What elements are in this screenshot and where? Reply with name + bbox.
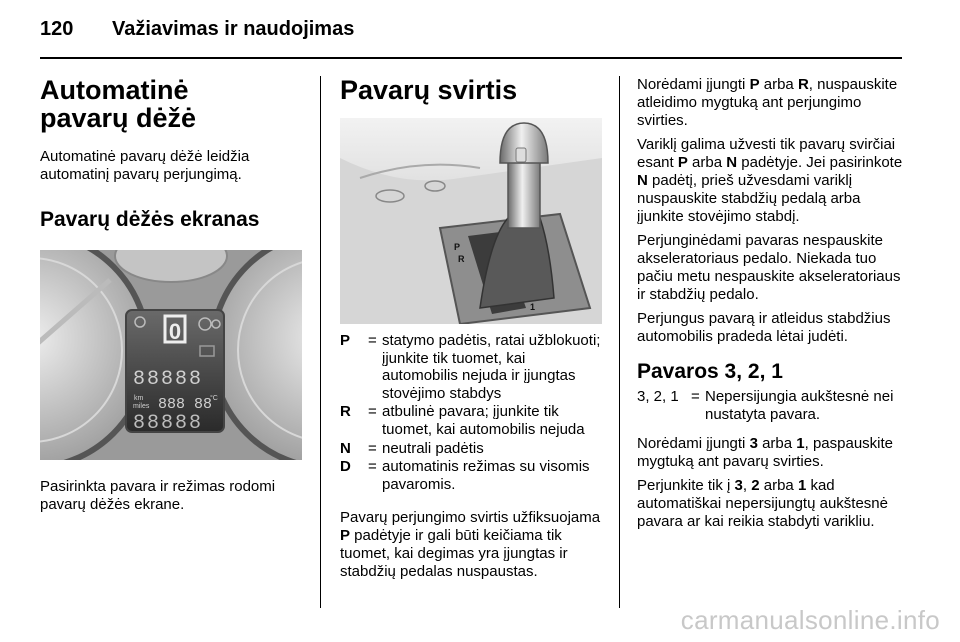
paragraph-engine-braking (637, 477, 903, 531)
bold-run: 3 (734, 477, 743, 495)
section-title: Automatinė pavarų dėžė (40, 75, 197, 133)
bold-run: P (677, 154, 688, 171)
text-run: Pavarų perjungimo svirtis užfiksuojama (340, 509, 601, 527)
section-title-lever: Pavarų svirtis (340, 75, 518, 105)
lever-lock-paragraph (340, 509, 605, 581)
subsection-title-gears: Pavaros 3, 2, 1 (637, 360, 783, 383)
text-run: Perjunkite tik į (637, 477, 735, 495)
text-run: arba (759, 477, 798, 495)
figure-caption: Pasirinkta pavara ir režimas rodomi pavarų dėžės ekrane. (40, 478, 276, 513)
lcd-unit-temp: °C (210, 395, 218, 402)
column-3 (637, 76, 903, 537)
instrument-cluster-illustration (40, 250, 302, 460)
watermark: carmanualsonline.info (680, 605, 940, 635)
definition-row (340, 458, 605, 493)
definition-row (340, 332, 605, 402)
text-run: , (742, 477, 752, 495)
gear-lever-figure (340, 118, 602, 324)
bold-run: 1 (796, 435, 805, 453)
column-divider-2 (619, 76, 620, 608)
lcd-row-1: 88888 (133, 368, 204, 391)
bold-run: N (637, 172, 648, 189)
text-run: , paspauskite mygtuką ant pavarų svirties. (637, 435, 893, 471)
lcd-unit-miles: miles (133, 403, 150, 410)
gear-lever-illustration (340, 118, 602, 324)
definition-term: D (340, 458, 351, 476)
text-run: kad automatiškai nepersijungtų aukštesnė pavara ar kai reikia stabdyti varikliu. (637, 477, 888, 531)
definition-term: R (340, 403, 351, 421)
gate-letter-r: R (458, 254, 465, 264)
column-1 (40, 76, 308, 514)
bold-run: P (749, 76, 760, 93)
definition-description: Nepersijungia aukštesnė nei nustatyta pavara. (705, 388, 894, 423)
paragraph-accelerator: Perjunginėdami pavaras nespauskite akseleratoriaus pedalo. Niekada tuo pačiu metu nespauskite akseleratoriaus ir stabdžių pedalo. (637, 232, 901, 303)
definition-equals: = (368, 403, 377, 421)
bold-run: 3 (749, 435, 758, 453)
definition-description: statymo padėtis, ratai užblokuoti; įjunkite tik tuomet, kai automobilis nejuda ir įjungtas stovėjimo stabdys (382, 332, 601, 402)
gate-letter-1: 1 (530, 302, 536, 312)
definition-term: 3, 2, 1 (637, 388, 679, 405)
gear-positions-list (340, 332, 605, 493)
definition-description: atbulinė pavara; įjunkite tik tuomet, kai automobilis nejuda (382, 403, 585, 438)
text-run: Variklį galima užvesti tik pavarų svirčiai esant (637, 136, 896, 171)
definition-equals: = (368, 439, 377, 457)
paragraph-engage-p-r (637, 76, 903, 130)
text-run: , nuspauskite atleidimo mygtuką ant perjungimo svirties. (637, 76, 898, 129)
paragraph-engine-start (637, 136, 903, 226)
subsection-title: Pavarų dėžės ekranas (40, 208, 260, 231)
paragraph-creep: Perjungus pavarą ir atleidus stabdžius automobilis pradeda lėtai judėti. (637, 310, 891, 345)
text-run: arba (759, 76, 798, 93)
definition-equals: = (368, 458, 377, 476)
text-run: padėtyje ir gali būti keičiama tik tuomet, kai degimas yra įjungtas ir stabdžių pedalas nuspaustas. (340, 527, 568, 581)
bold-run: R (797, 76, 809, 93)
definition-row (340, 403, 605, 438)
instrument-cluster-figure (40, 250, 302, 460)
definition-equals: = (691, 388, 700, 405)
page-number: 120 (40, 18, 74, 40)
lcd-row-3: 88888 (133, 412, 204, 435)
definition-term: N (340, 439, 351, 457)
definition-equals: = (368, 332, 377, 349)
gate-letter-p: P (454, 242, 461, 252)
definition-row (340, 440, 605, 458)
text-run: Norėdami įjungti (637, 435, 750, 453)
gear-lever-shaft (508, 158, 540, 228)
text-run: arba (687, 154, 727, 171)
text-run: padėtyje. Jei pasirinkote (737, 154, 903, 171)
intro-text: Automatinė pavarų dėžė leidžia automatinį pavarų perjungimą. (40, 148, 250, 183)
gear-digit: 0 (168, 319, 182, 344)
gears-definition-row (637, 388, 903, 423)
paragraph-engage-3-1 (637, 435, 903, 471)
running-title: Važiavimas ir naudojimas (112, 18, 355, 40)
bold-run: P (340, 527, 351, 545)
definition-description: automatinis režimas su visomis pavaromis. (382, 458, 590, 493)
text-run: arba (757, 435, 797, 453)
lcd-unit-km: km (134, 395, 144, 402)
bold-run: 2 (751, 477, 760, 495)
text-run: padėtį, prieš užvesdami variklį nuspauskite stabdžių pedalą arba įjunkite stovėjimo stabdį. (637, 172, 861, 225)
text-run: Norėdami įjungti (637, 76, 750, 93)
column-2 (340, 76, 606, 581)
definition-term: P (340, 332, 351, 349)
bold-run: N (726, 154, 738, 171)
column-divider-1 (320, 76, 321, 608)
definition-description: neutrali padėtis (382, 439, 484, 457)
bold-run: 1 (797, 477, 807, 495)
lcd-row-2: 888 88 (158, 396, 213, 413)
header-rule (40, 57, 902, 59)
